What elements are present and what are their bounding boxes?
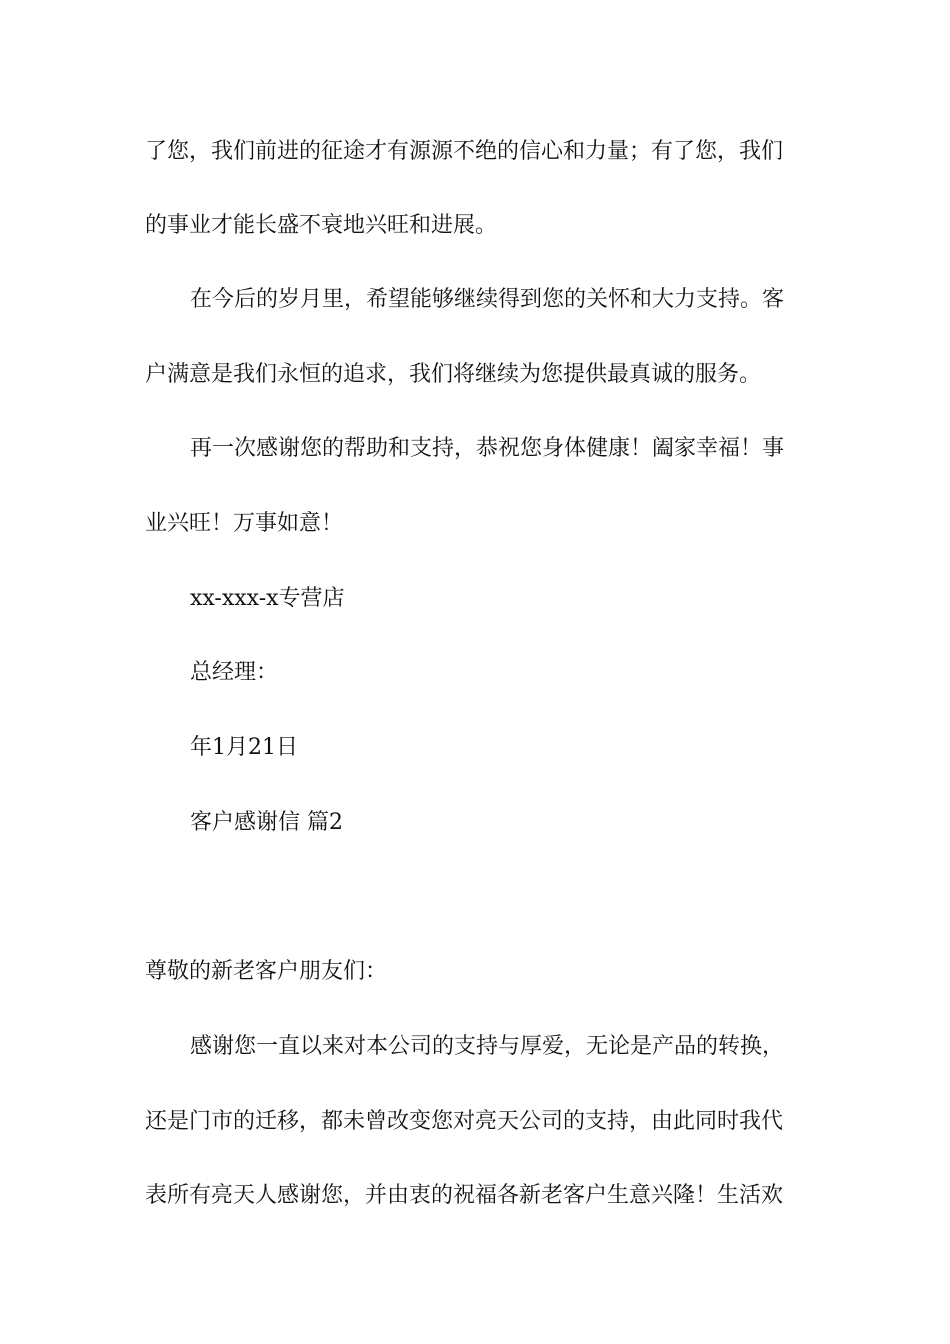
manager-label: 总经理： xyxy=(190,660,279,685)
paragraph-line: 业兴旺！万事如意！ xyxy=(145,511,344,536)
section-title: 客户感谢信 篇2 xyxy=(190,810,343,835)
store-name: xx-xxx-x专营店 xyxy=(190,586,345,611)
salutation: 尊敬的新老客户朋友们： xyxy=(145,959,388,984)
paragraph-line: 感谢您一直以来对本公司的支持与厚爱，无论是产品的转换， xyxy=(190,1034,785,1059)
paragraph-line: 表所有亮天人感谢您，并由衷的祝福各新老客户生意兴隆！生活欢 xyxy=(145,1183,784,1208)
paragraph-line: 在今后的岁月里，希望能够继续得到您的关怀和大力支持。客 xyxy=(190,287,785,312)
paragraph-line: 再一次感谢您的帮助和支持，恭祝您身体健康！阖家幸福！事 xyxy=(190,436,785,461)
paragraph-line: 了您，我们前进的征途才有源源不绝的信心和力量；有了您，我们 xyxy=(145,139,784,164)
paragraph-line: 还是门市的迁移，都未曾改变您对亮天公司的支持，由此同时我代 xyxy=(145,1109,784,1134)
letter-date: 年1月21日 xyxy=(190,735,298,760)
paragraph-line: 户满意是我们永恒的追求，我们将继续为您提供最真诚的服务。 xyxy=(145,362,762,387)
paragraph-line: 的事业才能长盛不衰地兴旺和进展。 xyxy=(145,213,498,238)
